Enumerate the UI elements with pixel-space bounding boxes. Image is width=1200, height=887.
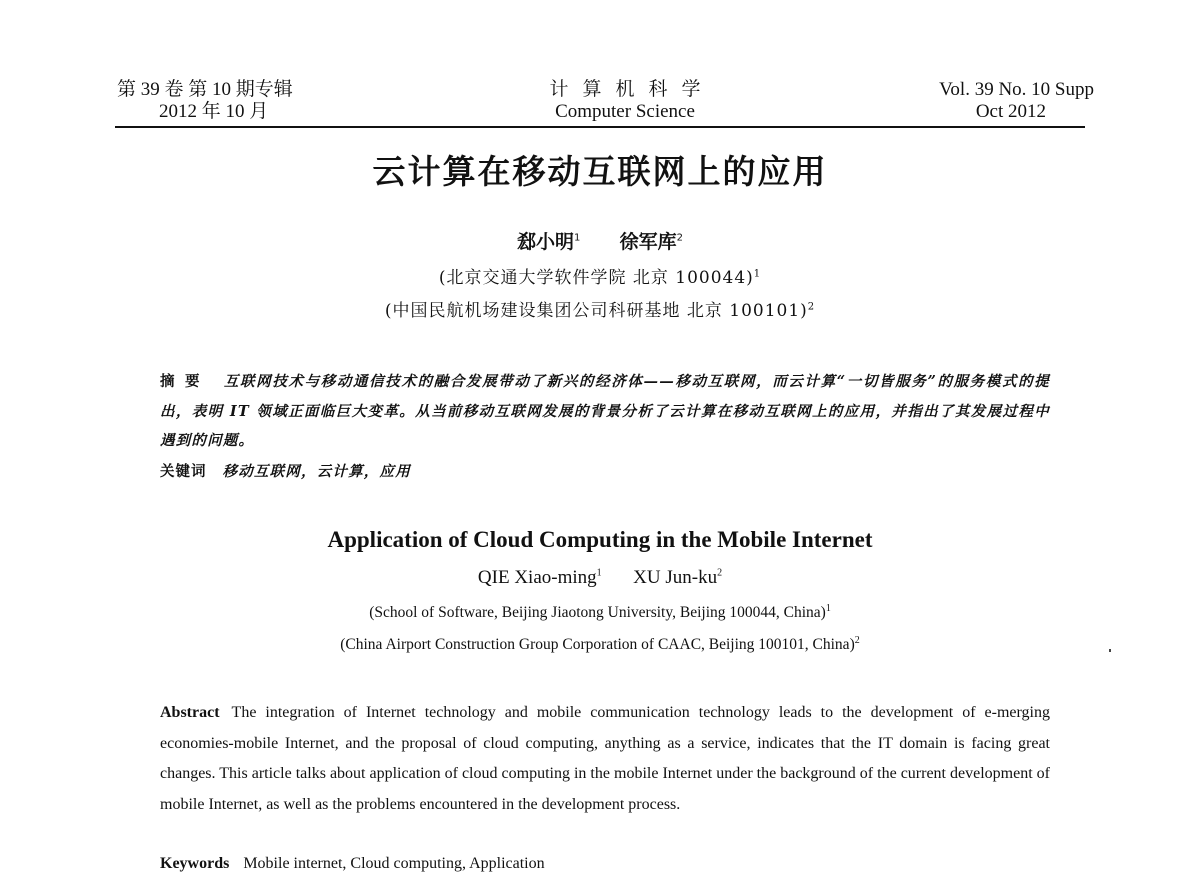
header-date-cn: 2012 年 10 月 <box>159 101 269 122</box>
affiliation-mark: 1 <box>574 232 581 244</box>
author-name: 徐军库 <box>619 231 677 253</box>
header-volume-en: Vol. 39 No. 10 Supp <box>939 79 1094 100</box>
author-name: 郄小明 <box>516 231 574 253</box>
affiliation-mark: 2 <box>676 232 684 244</box>
keywords-text-en: Mobile internet, Cloud computing, Application <box>243 855 545 872</box>
header-journal-name <box>500 79 750 123</box>
keywords-cn <box>160 459 1050 485</box>
abstract-text-cn: 互联网技术与移动通信技术的融合发展带动了新兴的经济体——移动互联网，而云计算“一切皆服务”的服务模式的提出，表明 IT 领域正面临巨大变革。从当前移动互联网发展的背景分析了云计算在移动互联网上的应用，并指出了其发展过程中遇到的问题。 <box>160 373 1051 449</box>
author-list-en <box>0 565 1200 591</box>
header-volume-issue: 第 39 卷 第 10 期专辑 <box>117 79 293 100</box>
abstract-label-cn: 摘要 <box>160 374 210 390</box>
author-name: XU Jun-ku <box>633 567 718 588</box>
keywords-text-cn: 移动互联网，云计算，应用 <box>222 463 411 480</box>
affiliation-en-2: (China Airport Construction Group Corporation of CAAC, Beijing 100101, China)$^2$ <box>340 634 860 653</box>
keywords-en <box>160 851 1050 877</box>
abstract-label-en: Abstract <box>160 704 220 721</box>
abstract-en <box>160 698 1050 820</box>
journal-name-cn: 计算机科学 <box>549 79 715 100</box>
scan-artifact <box>1109 649 1111 652</box>
affiliation-en-1: (School of Software, Beijing Jiaotong University, Beijing 100044, China)$^1$ <box>369 602 831 621</box>
abstract-cn <box>160 367 1050 455</box>
author-list-cn <box>0 229 1200 255</box>
paper-title-en: Application of Cloud Computing in the Mobile Internet <box>327 527 873 552</box>
affiliation-cn-2: (中国民航机场建设集团公司科研基地 北京 100101)$^2$ <box>384 301 816 321</box>
affiliation-cn-1: (北京交通大学软件学院 北京 100044)$^1$ <box>438 268 762 288</box>
paper-title-cn: 云计算在移动互联网上的应用 <box>372 152 828 191</box>
header-volume-info-en <box>939 79 1094 123</box>
affiliation-mark: 2 <box>717 567 723 579</box>
header-rule <box>115 126 1085 128</box>
journal-name-en: Computer Science <box>555 101 695 122</box>
header-issue-info <box>117 79 293 123</box>
keywords-label-en: Keywords <box>160 855 230 872</box>
affiliation-mark: 1 <box>596 567 602 579</box>
header-date-en: Oct 2012 <box>975 101 1046 122</box>
keywords-label-cn: 关键词 <box>160 464 207 480</box>
abstract-text-en: The integration of Internet technology and mobile communication technology leads to the development of e-merging economies-mobile Internet, and the proposal of cloud computing, anything as a service, indicates that the IT domain is facing great changes. This article talks about application of cloud computing in the mobile Internet under the background of the current development of mobile Internet, as well as the problems encountered in the development process. <box>160 704 1050 813</box>
author-name: QIE Xiao-ming <box>477 567 597 588</box>
